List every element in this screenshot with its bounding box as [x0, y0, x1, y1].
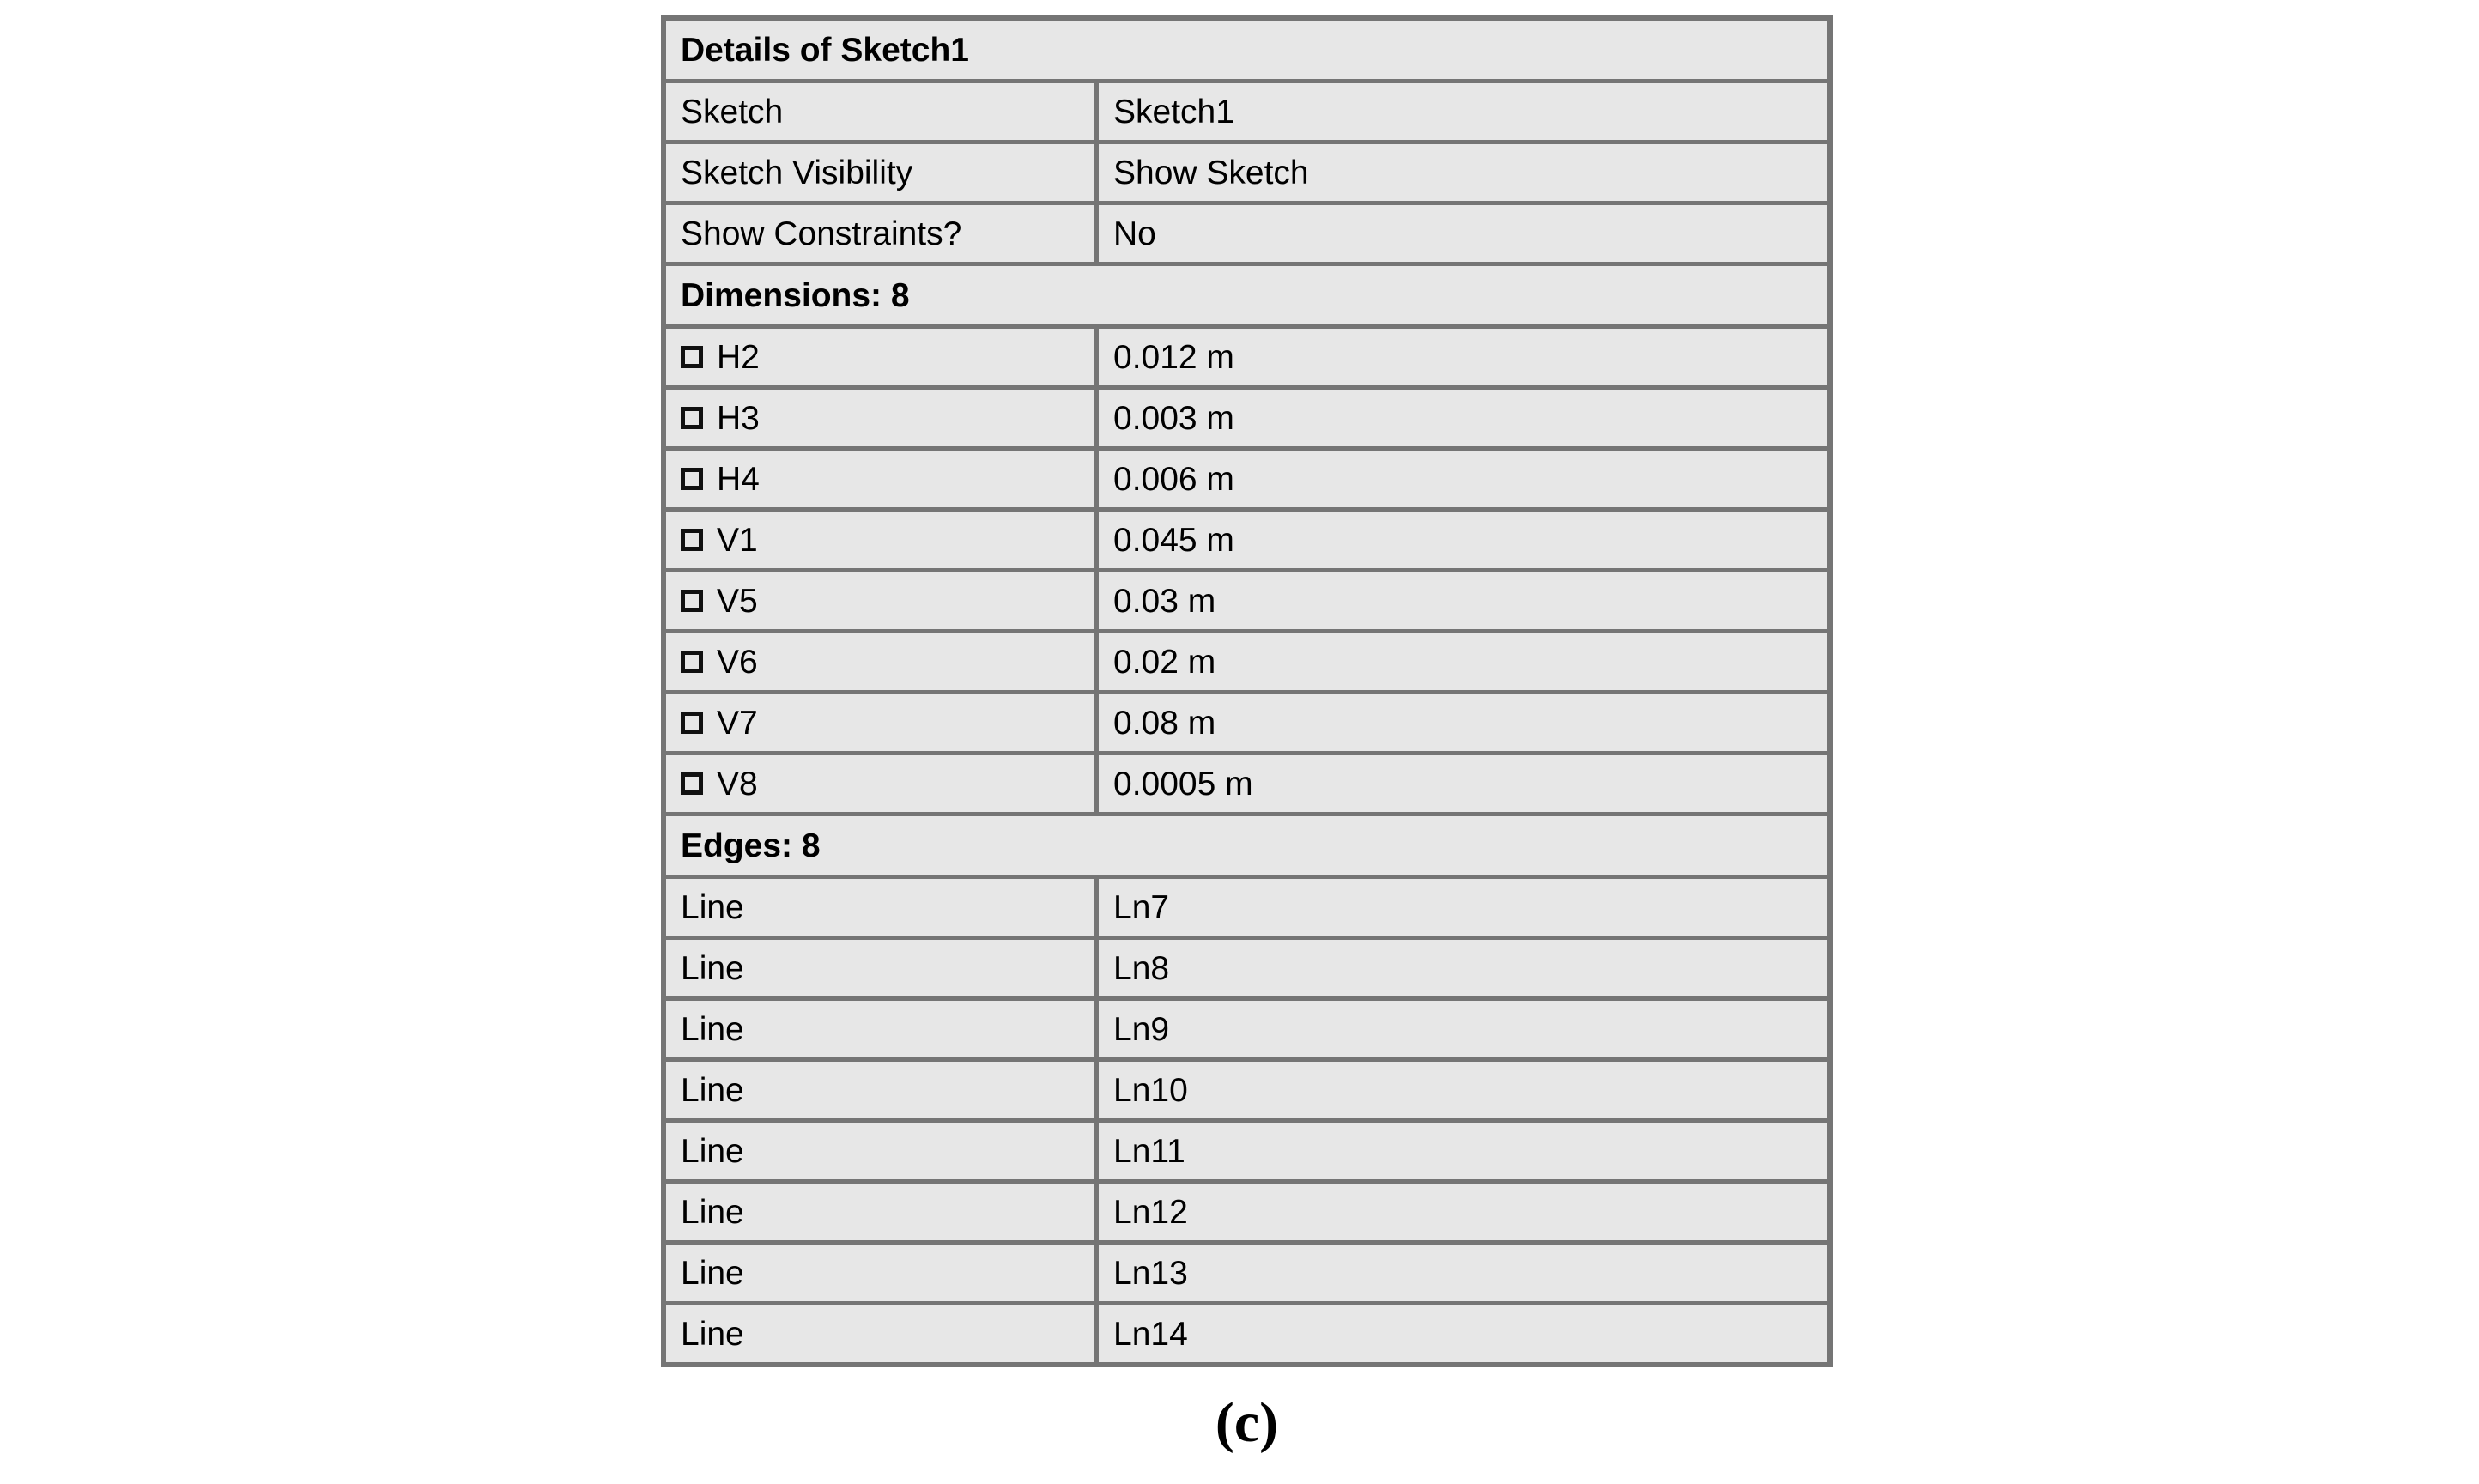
dimension-label-v7	[666, 694, 1094, 751]
unchecked-checkbox-icon[interactable]	[681, 712, 703, 734]
dimension-value-v8[interactable]: 0.0005 m	[1099, 755, 1827, 812]
edge-name-ln14[interactable]: Ln14	[1099, 1305, 1827, 1362]
section-header-dimensions	[666, 262, 1827, 324]
table-row-dimension-h3[interactable]	[666, 385, 1827, 446]
table-row-dimension-v8[interactable]	[666, 751, 1827, 812]
dimension-label-v5	[666, 572, 1094, 629]
table-row-edge-ln13[interactable]	[666, 1240, 1827, 1301]
edge-type-ln7: Line	[666, 879, 1094, 936]
table-row-sketch[interactable]	[666, 79, 1827, 140]
edge-type-ln10: Line	[666, 1062, 1094, 1118]
edge-name-ln9[interactable]: Ln9	[1099, 1001, 1827, 1057]
edge-type-ln12: Line	[666, 1184, 1094, 1240]
dimension-name-h3: H3	[717, 399, 760, 437]
edge-type-ln11: Line	[666, 1123, 1094, 1179]
unchecked-checkbox-icon[interactable]	[681, 346, 703, 368]
edge-name-ln11[interactable]: Ln11	[1099, 1123, 1827, 1179]
dimension-name-v5: V5	[717, 582, 758, 620]
property-value-show-constraints[interactable]: No	[1099, 205, 1827, 262]
dimension-name-h2: H2	[717, 338, 760, 376]
edge-type-ln14: Line	[666, 1305, 1094, 1362]
details-of-sketch-panel	[661, 15, 1833, 1367]
edge-type-ln8: Line	[666, 940, 1094, 996]
dimension-value-h2[interactable]: 0.012 m	[1099, 329, 1827, 385]
dimension-name-v8: V8	[717, 765, 758, 803]
figure-caption: (c)	[1215, 1391, 1279, 1454]
table-row-dimension-v6[interactable]	[666, 629, 1827, 690]
section-header-edges-label: Edges: 8	[666, 816, 1827, 875]
table-row-dimension-h4[interactable]	[666, 446, 1827, 507]
edge-name-ln8[interactable]: Ln8	[1099, 940, 1827, 996]
dimension-value-v7[interactable]: 0.08 m	[1099, 694, 1827, 751]
table-row-edge-ln7[interactable]	[666, 875, 1827, 936]
property-value-sketch[interactable]: Sketch1	[1099, 83, 1827, 140]
dimension-value-h3[interactable]: 0.003 m	[1099, 390, 1827, 446]
property-label-sketch: Sketch	[666, 83, 1094, 140]
table-row-show-constraints[interactable]	[666, 201, 1827, 262]
table-row-edge-ln11[interactable]	[666, 1118, 1827, 1179]
table-row-edge-ln14[interactable]	[666, 1301, 1827, 1362]
section-header-edges	[666, 812, 1827, 875]
panel-title: Details of Sketch1	[666, 21, 1827, 79]
table-row-sketch-visibility[interactable]	[666, 140, 1827, 201]
dimension-value-v5[interactable]: 0.03 m	[1099, 572, 1827, 629]
dimension-label-h3	[666, 390, 1094, 446]
edge-name-ln10[interactable]: Ln10	[1099, 1062, 1827, 1118]
unchecked-checkbox-icon[interactable]	[681, 590, 703, 612]
unchecked-checkbox-icon[interactable]	[681, 772, 703, 795]
dimension-name-v6: V6	[717, 643, 758, 681]
table-row-edge-ln10[interactable]	[666, 1057, 1827, 1118]
table-row-edge-ln12[interactable]	[666, 1179, 1827, 1240]
property-label-sketch-visibility: Sketch Visibility	[666, 144, 1094, 201]
property-value-sketch-visibility[interactable]: Show Sketch	[1099, 144, 1827, 201]
dimension-name-v1: V1	[717, 521, 758, 559]
section-header-dimensions-label: Dimensions: 8	[666, 266, 1827, 324]
unchecked-checkbox-icon[interactable]	[681, 468, 703, 490]
edge-name-ln7[interactable]: Ln7	[1099, 879, 1827, 936]
dimension-label-h2	[666, 329, 1094, 385]
table-row-dimension-v1[interactable]	[666, 507, 1827, 568]
edge-name-ln12[interactable]: Ln12	[1099, 1184, 1827, 1240]
unchecked-checkbox-icon[interactable]	[681, 529, 703, 551]
panel-title-row	[666, 21, 1827, 79]
dimension-value-h4[interactable]: 0.006 m	[1099, 451, 1827, 507]
dimension-label-v1	[666, 512, 1094, 568]
table-row-dimension-v7[interactable]	[666, 690, 1827, 751]
table-row-edge-ln8[interactable]	[666, 936, 1827, 996]
unchecked-checkbox-icon[interactable]	[681, 651, 703, 673]
dimension-value-v6[interactable]: 0.02 m	[1099, 633, 1827, 690]
dimension-name-v7: V7	[717, 704, 758, 742]
edge-type-ln9: Line	[666, 1001, 1094, 1057]
edge-type-ln13: Line	[666, 1245, 1094, 1301]
edge-name-ln13[interactable]: Ln13	[1099, 1245, 1827, 1301]
dimension-label-v8	[666, 755, 1094, 812]
unchecked-checkbox-icon[interactable]	[681, 407, 703, 429]
table-row-dimension-v5[interactable]	[666, 568, 1827, 629]
dimension-label-v6	[666, 633, 1094, 690]
dimension-value-v1[interactable]: 0.045 m	[1099, 512, 1827, 568]
table-row-edge-ln9[interactable]	[666, 996, 1827, 1057]
dimension-label-h4	[666, 451, 1094, 507]
table-row-dimension-h2[interactable]	[666, 324, 1827, 385]
dimension-name-h4: H4	[717, 460, 760, 498]
property-label-show-constraints: Show Constraints?	[666, 205, 1094, 262]
